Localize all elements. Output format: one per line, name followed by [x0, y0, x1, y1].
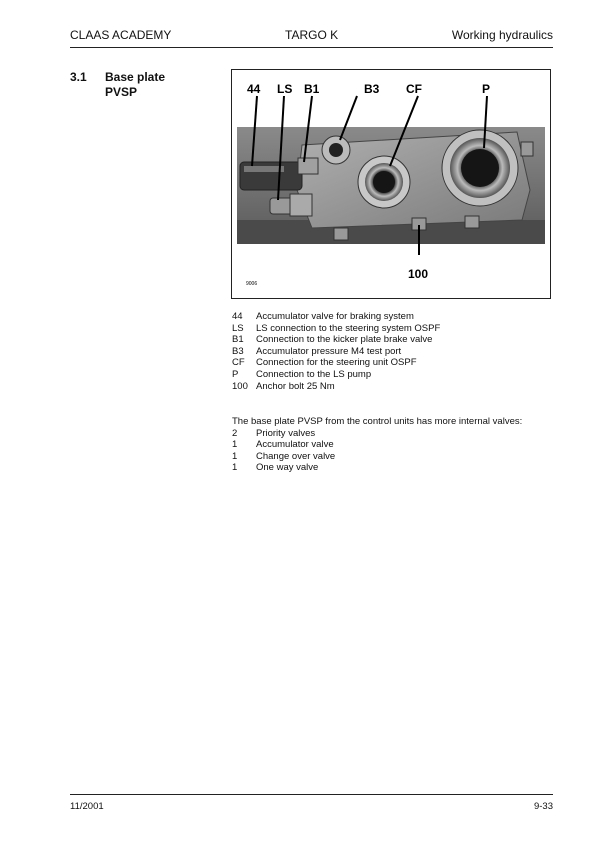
- valve-item: 2 Priority valves: [232, 427, 316, 439]
- header-left: CLAAS ACADEMY: [70, 28, 172, 42]
- legend-list: [232, 311, 440, 392]
- page-number: 9-33: [533, 801, 553, 812]
- legend-item: B1 Connection to the kicker plate brake valve: [232, 334, 433, 346]
- section-title: [105, 70, 165, 100]
- valve-item: 1 Accumulator valve: [232, 439, 334, 451]
- callout-b3: B3: [364, 82, 380, 96]
- figure-image-id: 9006: [246, 281, 258, 287]
- legend-item: CF Connection for the steering unit OSPF: [232, 357, 417, 369]
- footer-date: 11/2001: [70, 801, 104, 812]
- header-divider: [70, 47, 553, 48]
- callout-b1: B1: [304, 82, 320, 96]
- valve-item: 1 One way valve: [232, 462, 319, 474]
- figure-base-plate: [231, 69, 551, 299]
- header-right: Working hydraulics: [451, 28, 553, 42]
- callout-p: P: [482, 82, 491, 96]
- legend-item: 44 Accumulator valve for braking system: [232, 311, 414, 322]
- footer-divider: [70, 794, 553, 795]
- section-title-line1: Base plate: [105, 70, 166, 84]
- section-number: 3.1: [70, 70, 87, 84]
- callout-100: 100: [408, 267, 429, 281]
- legend-item: P Connection to the LS pump: [232, 368, 372, 380]
- legend-item: 100 Anchor bolt 25 Nm: [232, 380, 335, 392]
- callout-ls: LS: [277, 82, 293, 96]
- callout-44: 44: [247, 82, 261, 96]
- legend-item: B3 Accumulator pressure M4 test port: [232, 345, 402, 357]
- section-title-line2: PVSP: [105, 85, 138, 99]
- valve-item: 1 Change over valve: [232, 450, 336, 462]
- base-plate-photo: [232, 70, 550, 298]
- internal-valves-intro: The base plate PVSP from the control units has more internal valves:: [232, 416, 523, 427]
- header-center: TARGO K: [285, 28, 339, 42]
- callout-cf: CF: [406, 82, 422, 96]
- legend-item: LS LS connection to the steering system OSPF: [232, 322, 441, 334]
- internal-valves-section: [232, 416, 522, 474]
